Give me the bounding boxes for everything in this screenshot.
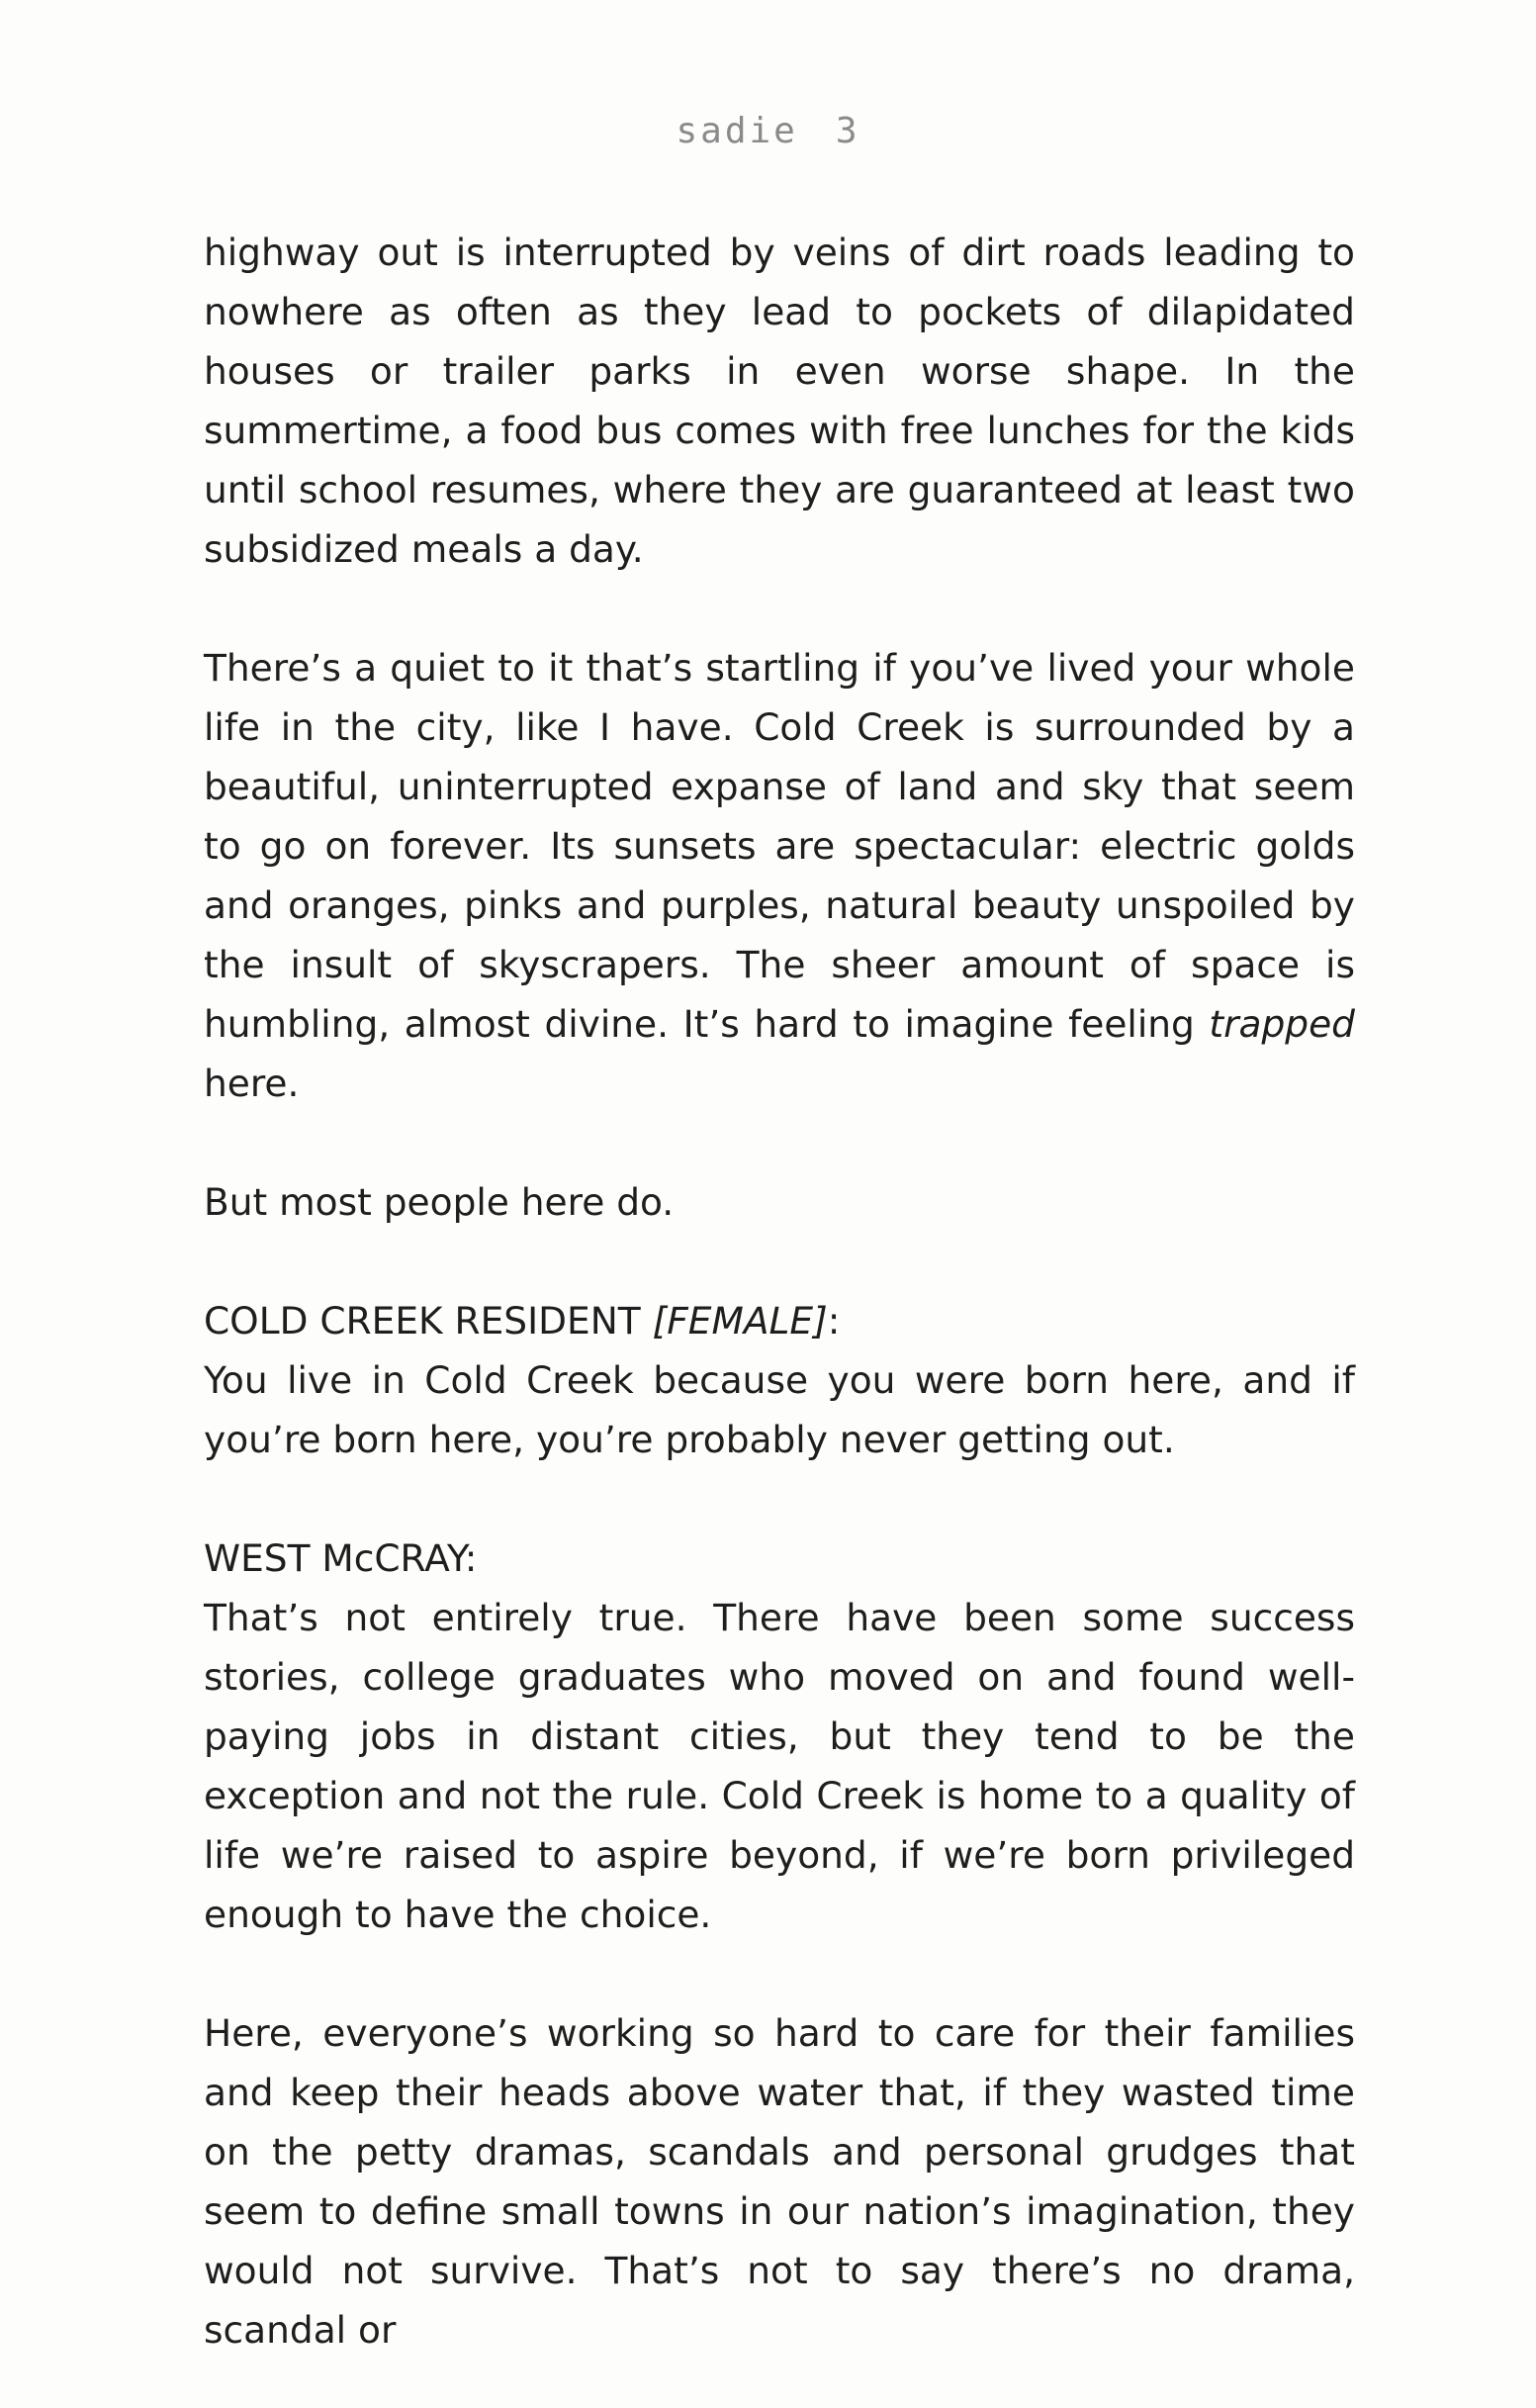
- running-title: sadie: [676, 111, 798, 151]
- paragraph-2-text: There’s a quiet to it that’s startling if you’ve lived your whole life in the city, like I have. Cold Creek is surrounded by a beautiful, uninterrupted expanse of land and sky that seem to go on forever. Its sunsets are spectacular: electric golds and oranges, pinks and purples, natural beauty unspoiled by the insult of skyscrapers. The sheer amount of space is humbling, almost divine. It’s hard to imagine feeling: [204, 646, 1355, 1046]
- paragraph-4: You live in Cold Creek because you were born here, and if you’re born here, you’re probably never getting out.: [204, 1358, 1355, 1461]
- body-text: [204, 223, 1355, 2360]
- paragraph-3: But most people here do.: [204, 1180, 675, 1224]
- speaker-label-resident: [204, 1291, 1355, 1350]
- paragraph-spacer: [204, 1232, 1355, 1291]
- paragraph-2-end: here.: [204, 1062, 300, 1105]
- page-number: 3: [835, 111, 860, 151]
- paragraph-spacer: [204, 1469, 1355, 1528]
- paragraph-spacer: [204, 1944, 1355, 2003]
- paragraph-5: That’s not entirely true. There have been some success stories, college graduates who moved on and found well-paying jobs in distant cities, but they tend to be the exception and not the rule. Cold Creek is home to a quality of life we’re raised to aspire beyond, if we’re born privileged enough to have the choice.: [204, 1596, 1355, 1936]
- speaker-name: COLD CREEK RESIDENT: [204, 1299, 641, 1343]
- emphasis-trapped: trapped: [1209, 1002, 1355, 1046]
- speaker-label-west: WEST McCRAY:: [204, 1536, 478, 1580]
- running-head: [0, 111, 1536, 151]
- paragraph-2: [204, 638, 1355, 1113]
- paragraph-6: Here, everyone’s working so hard to care for their families and keep their heads above water that, if they wasted time on the petty dramas, scandals and personal grudges that seem to define small towns in our nation’s imagination, they would not survive. That’s not to say there’s no drama, scandal or: [204, 2011, 1355, 2352]
- paragraph-spacer: [204, 1113, 1355, 1172]
- speaker-tag: [FEMALE]: [652, 1299, 828, 1343]
- paragraph-spacer: [204, 579, 1355, 638]
- paragraph-1: highway out is interrupted by veins of dirt roads leading to nowhere as often as they lead to pockets of dilapidated houses or trailer parks in even worse shape. In the summertime, a food bus comes with free lunches for the kids until school resumes, where they are guaranteed at least two subsidized meals a day.: [204, 231, 1355, 571]
- speaker-colon: :: [827, 1299, 841, 1343]
